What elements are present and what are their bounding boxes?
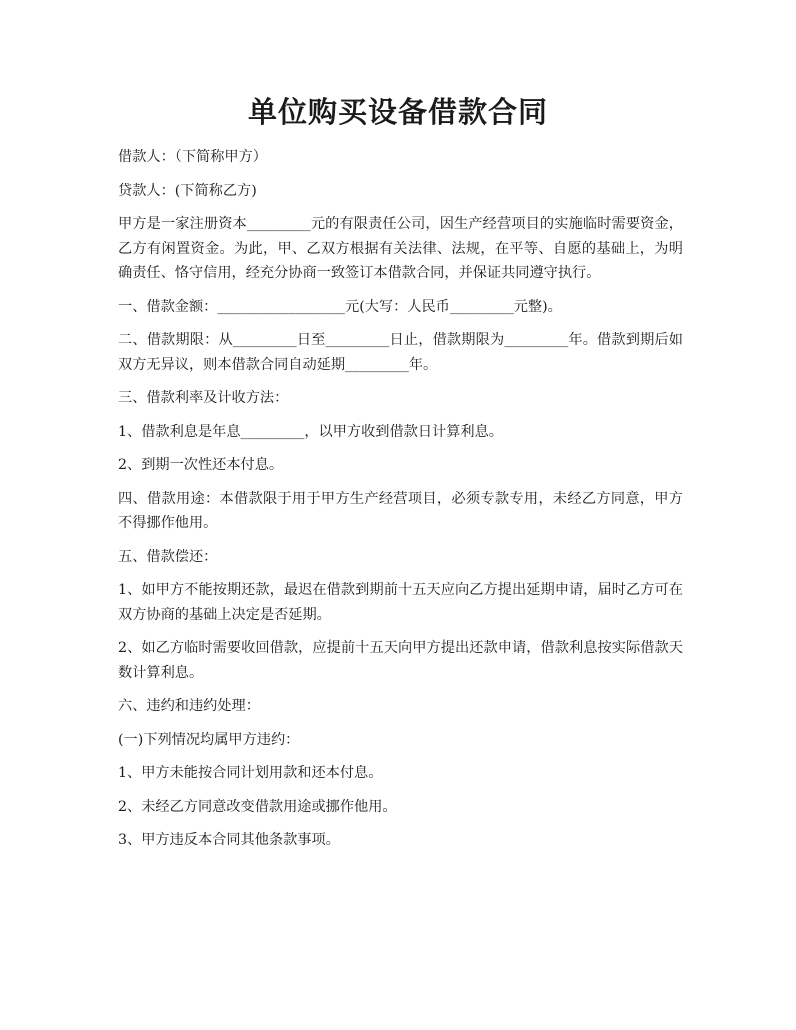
clause-breach-item-3: 3、甲方违反本合同其他条款事项。 [118, 832, 340, 848]
document-title: 单位购买设备借款合同 [247, 95, 548, 129]
lender-line: 贷款人：(下简称乙方) [118, 182, 257, 199]
preamble-paragraph: 甲方是一家注册资本_________元的有限责任公司，因生产经营项目的实施临时需要资金，乙方有闲置资金。为此，甲、乙双方根据有关法律、法规，在平等、自愿的基础上，为明确责任、恪守信用，经充分协商一致签订本借款合同，并保证共同遵守执行。 [118, 216, 683, 281]
clause-breach-subheading: (一)下列情况均属甲方违约： [118, 731, 300, 748]
clause-breach-item-1: 1、甲方未能按合同计划用款和还本付息。 [118, 765, 383, 781]
clause-breach-heading: 六、违约和违约处理： [118, 698, 260, 714]
document-body [118, 145, 683, 862]
clause-breach-item-2: 2、未经乙方同意改变借款用途或挪作他用。 [118, 798, 397, 815]
clause-interest-heading: 三、借款利率及计收方法： [118, 390, 289, 406]
clause-loan-term: 二、借款期限：从_________日至_________日止，借款期限为_________年。借款到期后如双方无异议，则本借款合同自动延期_________年。 [118, 332, 683, 373]
clause-repayment-item-2: 2、如乙方临时需要收回借款，应提前十五天向甲方提出还款申请，借款利息按实际借款天数计算利息。 [118, 640, 683, 681]
clause-interest-item-1: 1、借款利息是年息_________，以甲方收到借款日计算利息。 [118, 423, 503, 440]
clause-loan-amount: 一、借款金额：__________________元(大写：人民币_________元整)。 [118, 298, 562, 315]
clause-repayment-heading: 五、借款偿还： [118, 548, 218, 565]
clause-loan-purpose: 四、借款用途：本借款限于用于甲方生产经营项目，必须专款专用，未经乙方同意，甲方不得挪作他用。 [118, 490, 683, 531]
clause-interest-item-2: 2、到期一次性还本付息。 [118, 457, 284, 473]
borrower-line: 借款人：（下简称甲方） [118, 149, 267, 165]
clause-repayment-item-1: 1、如甲方不能按期还款，最迟在借款到期前十五天应向乙方提出延期申请，届时乙方可在双方协商的基础上决定是否延期。 [118, 582, 683, 623]
